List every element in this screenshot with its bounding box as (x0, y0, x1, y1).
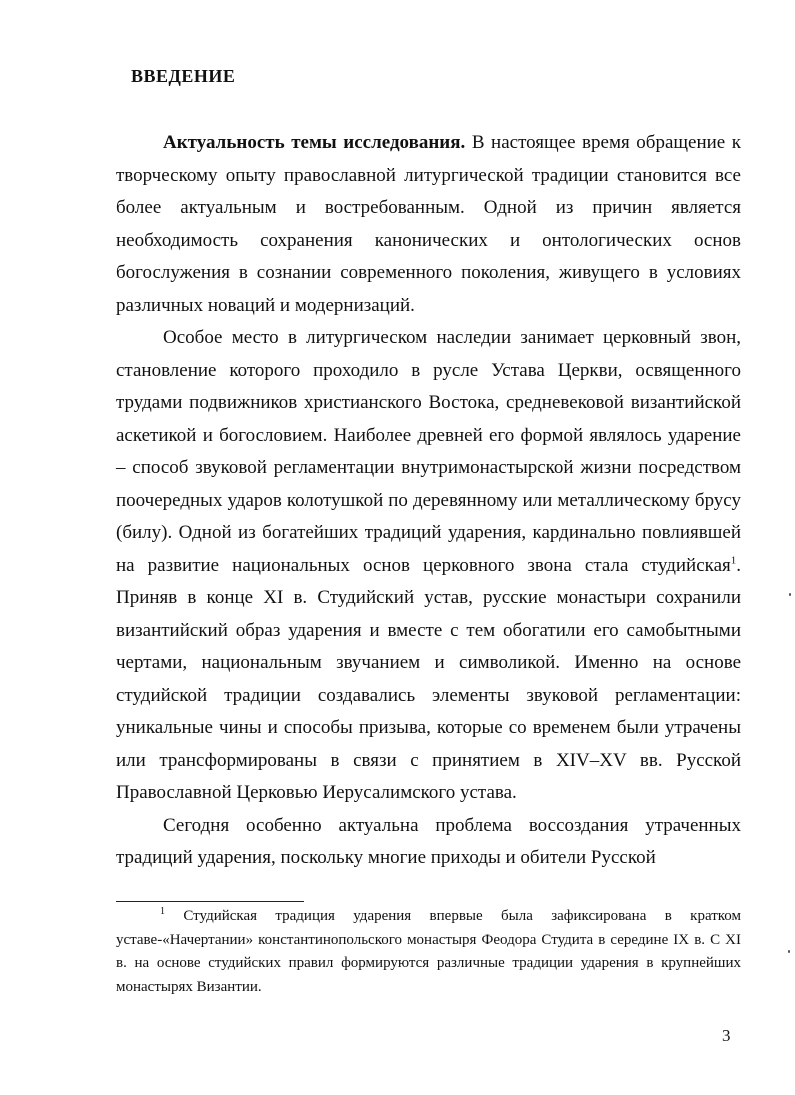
paragraph-text: В настоящее время обращение к творческому опыту православной литургической традиции становится все более актуальным и востребованным. Одной из причин является необходимость сохранения канонических и онтологических основ богослужения в сознании современного поколения, живущего в условиях различных новаций и модернизаций. (116, 132, 741, 316)
paragraph-today (116, 810, 741, 875)
paragraph-text: . Приняв в конце XI в. Студийский устав, русские монастыри сохранили византийский образ ударения и вместе с тем обогатили его самобытными чертами, национальным звучанием и символикой. Именно на основе студийской традиции создавались элементы звуковой регламентации: уникальные чины и способы призыва, которые со временем были утрачены или трансформированы в связи с принятием в XIV–XV вв. Русской Православной Церковью Иерусалимского устава. (116, 554, 741, 803)
paragraph-text: Особое место в литургическом наследии занимает церковный звон, становление которого проходило в русле Устава Церкви, освященного трудами подвижников христианского Востока, средневековой византийской аскетикой и богословием. Наиболее древней его формой являлось ударение – способ звуковой регламентации внутримонастырской жизни посредством поочередных ударов колотушкой по деревянному или металлическому брусу (билу). Одной из богатейших традиций ударения, кардинально повлиявшей на развитие национальных основ церковного звона стала студийская (116, 327, 741, 576)
scan-speck (789, 593, 791, 596)
footnote-text: Студийская традиция ударения впервые была зафиксирована в кратком уставе-«Начертании» константинопольского монастыря Феодора Студита в середине IX в. С XI в. на основе студийских правил формируются различные традиции ударения в крупнейших монастырях Византии. (116, 908, 741, 995)
paragraph-text: Сегодня особенно актуальна проблема воссоздания утраченных традиций ударения, поскольку многие приходы и обители Русской (116, 814, 741, 868)
footnote-divider (116, 901, 304, 902)
paragraph-relevance (116, 127, 741, 322)
page-number: 3 (722, 1026, 731, 1045)
footnote-reference[interactable]: 1 (730, 554, 737, 567)
section-heading: ВВЕДЕНИЕ (131, 66, 236, 86)
paragraph-lead: Актуальность темы исследования. (163, 132, 466, 153)
footnote (116, 905, 741, 999)
body-text (116, 127, 741, 875)
paragraph-bell-ringing (116, 322, 741, 810)
footnote-marker: 1 (160, 906, 165, 917)
scan-speck (788, 950, 790, 953)
